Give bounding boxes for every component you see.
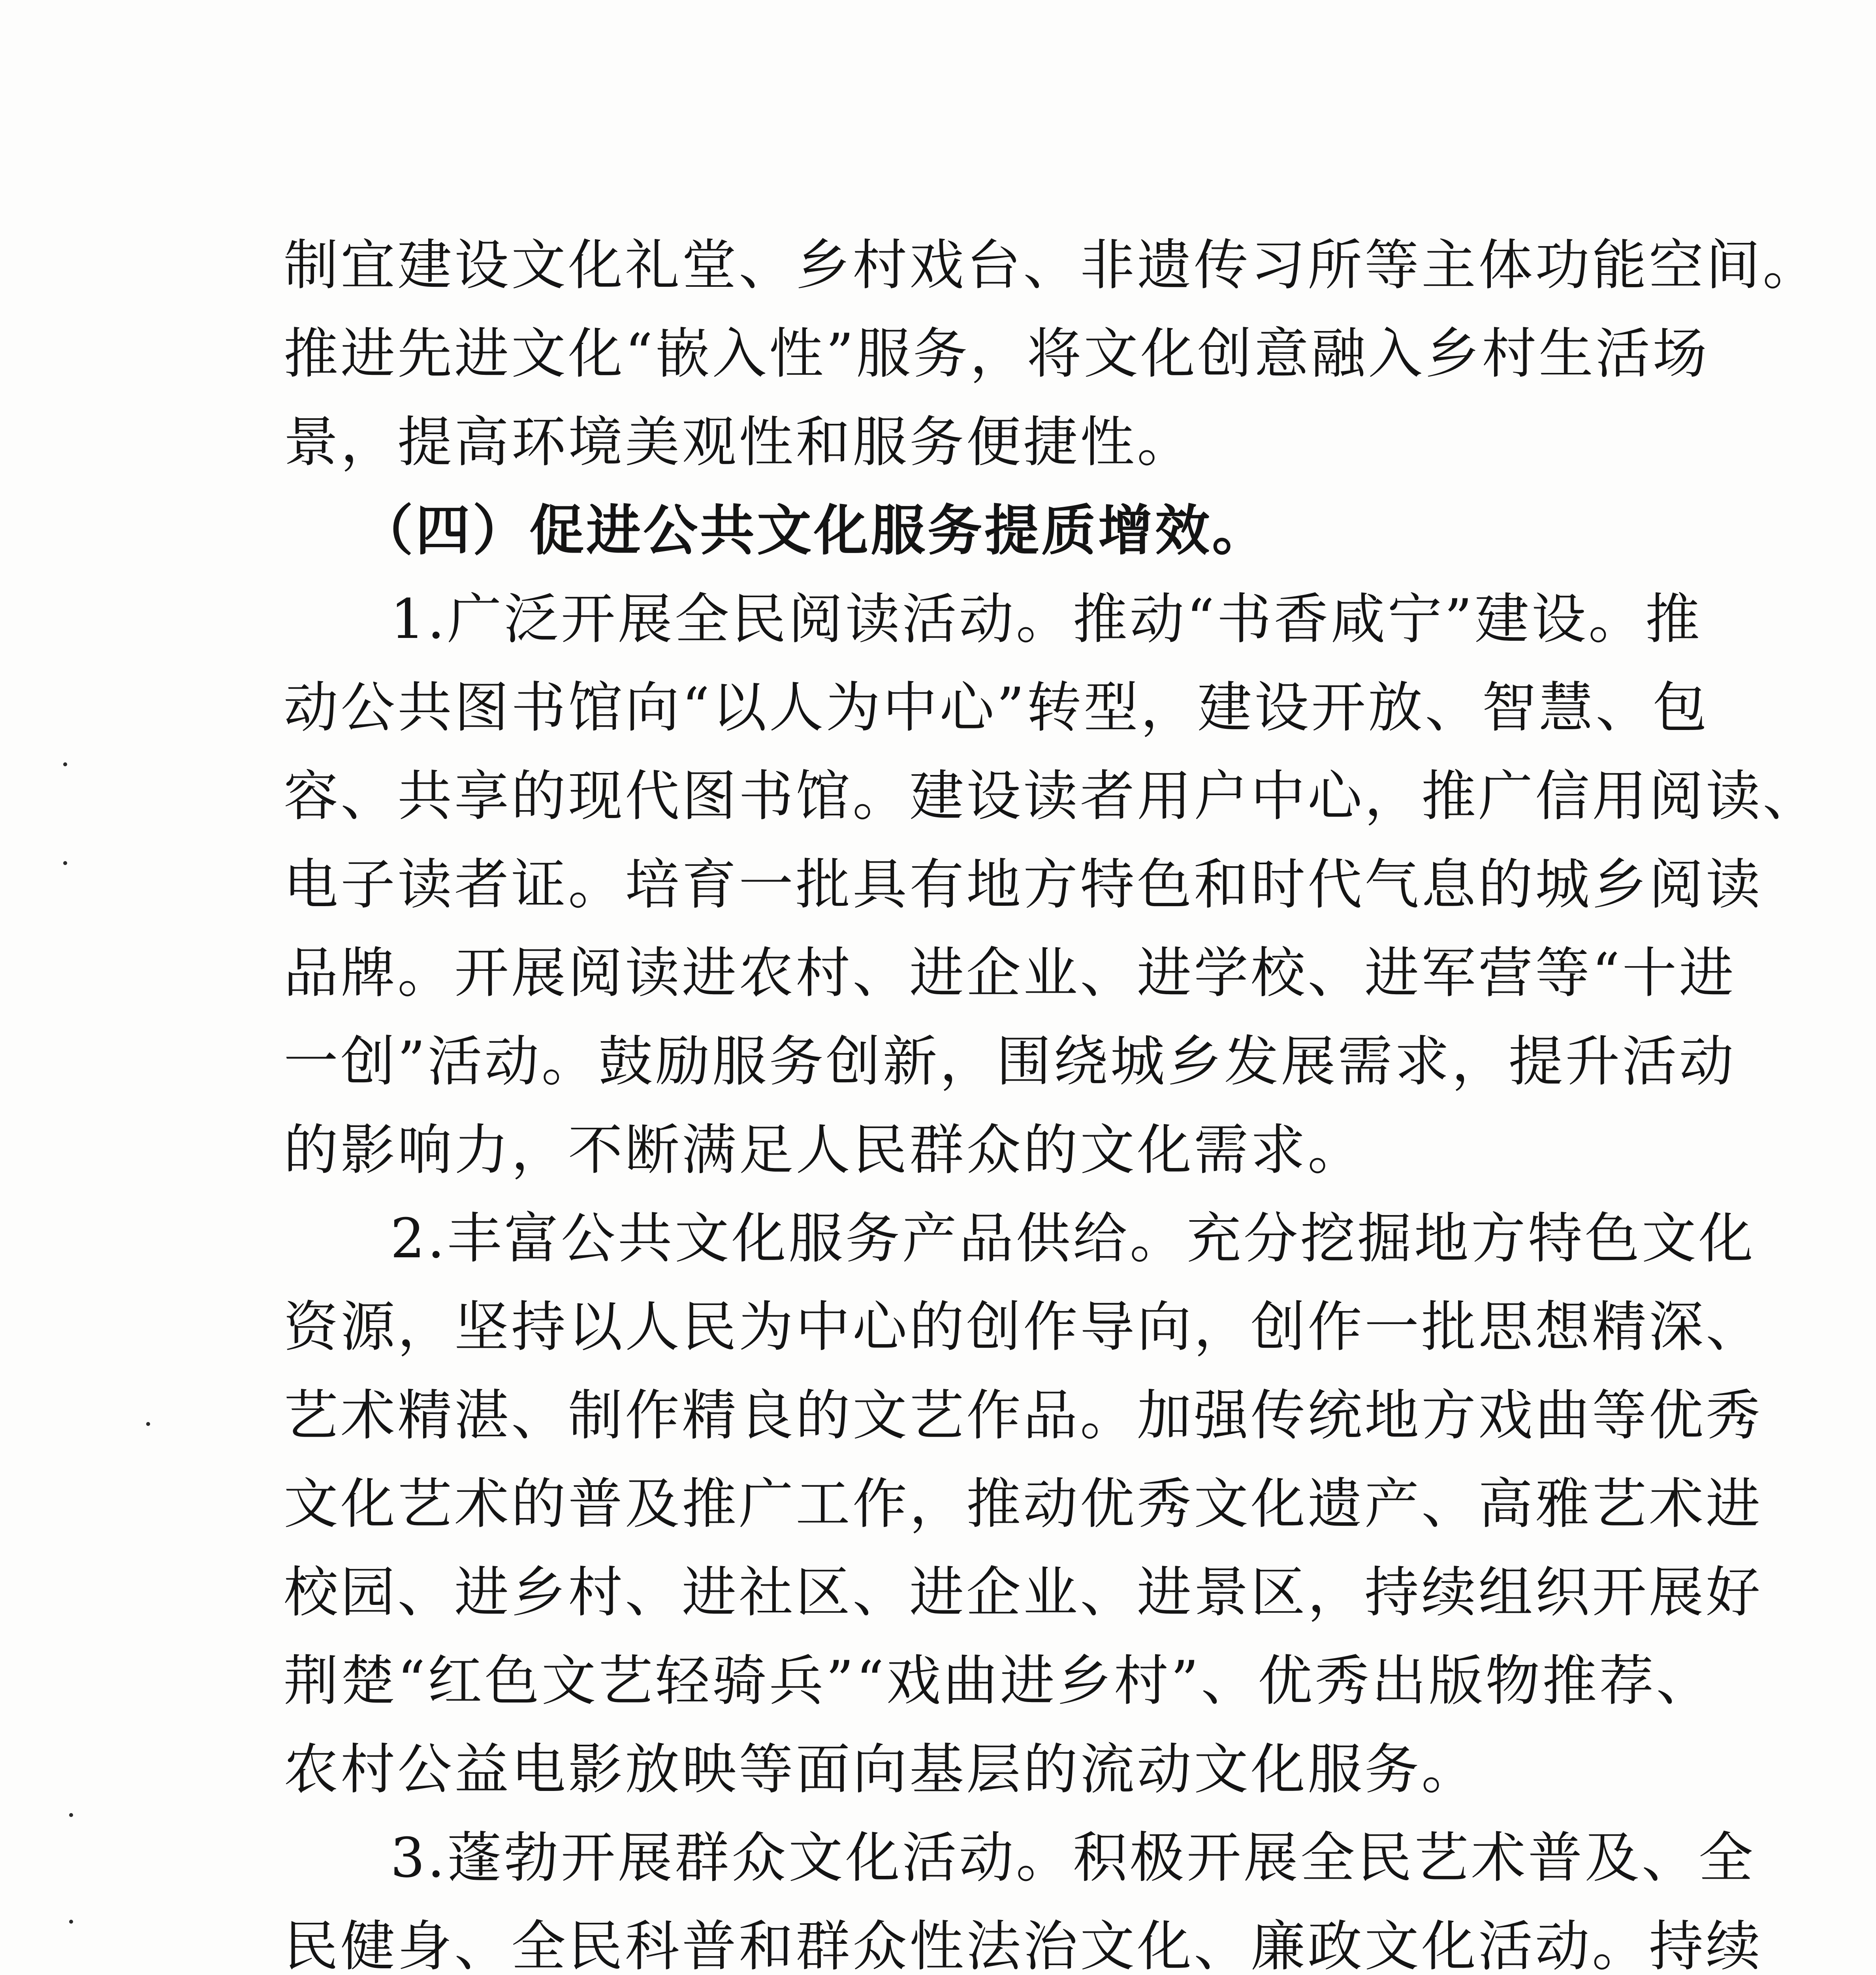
document-body [284, 221, 1820, 1975]
text-line: 动公共图书馆向“以人为中心”转型，建设开放、智慧、包 [284, 676, 1710, 739]
text-line: 校园、进乡村、进社区、进企业、进景区，持续组织开展好 [284, 1561, 1763, 1624]
text-line: 文化艺术的普及推广工作，推动优秀文化遗产、高雅艺术进 [284, 1472, 1763, 1536]
text-line: 电子读者证。培育一批具有地方特色和时代气息的城乡阅读 [284, 853, 1763, 916]
scan-speck [146, 1422, 150, 1426]
text-line: 民健身、全民科普和群众性法治文化、廉政文化活动。持续 [284, 1915, 1763, 1975]
paragraph-start-line: 3.蓬勃开展群众文化活动。积极开展全民艺术普及、全 [390, 1826, 1756, 1890]
text-line: 艺术精湛、制作精良的文艺作品。加强传统地方戏曲等优秀 [284, 1384, 1763, 1447]
paragraph-start-line: 2.丰富公共文化服务产品供给。充分挖掘地方特色文化 [390, 1207, 1756, 1270]
scan-speck [63, 861, 67, 865]
text-line: 制宜建设文化礼堂、乡村戏台、非遗传习所等主体功能空间。 [284, 233, 1820, 297]
scan-speck [69, 1920, 73, 1924]
text-line: 一创”活动。鼓励服务创新，围绕城乡发展需求，提升活动 [284, 1030, 1736, 1093]
text-line: 资源，坚持以人民为中心的创作导向，创作一批思想精深、 [284, 1295, 1763, 1359]
scan-speck [69, 1813, 73, 1817]
text-line: 景，提高环境美观性和服务便捷性。 [284, 410, 1194, 474]
text-line: 农村公益电影放映等面向基层的流动文化服务。 [284, 1738, 1479, 1801]
text-line: 的影响力，不断满足人民群众的文化需求。 [284, 1118, 1365, 1182]
paragraph-start-line: 1.广泛开展全民阅读活动。推动“书香咸宁”建设。推 [390, 587, 1702, 651]
text-line: 荆楚“红色文艺轻骑兵”“戏曲进乡村”、优秀出版物推荐、 [284, 1649, 1713, 1713]
text-line: 容、共享的现代图书馆。建设读者用户中心，推广信用阅读、 [284, 764, 1820, 828]
scan-speck [63, 762, 67, 766]
text-line: 推进先进文化“嵌入性”服务，将文化创意融入乡村生活场 [284, 322, 1710, 386]
text-line: 品牌。开展阅读进农村、进企业、进学校、进军营等“十进 [284, 941, 1736, 1005]
section-heading: （四）促进公共文化服务提质增效。 [359, 499, 1269, 562]
